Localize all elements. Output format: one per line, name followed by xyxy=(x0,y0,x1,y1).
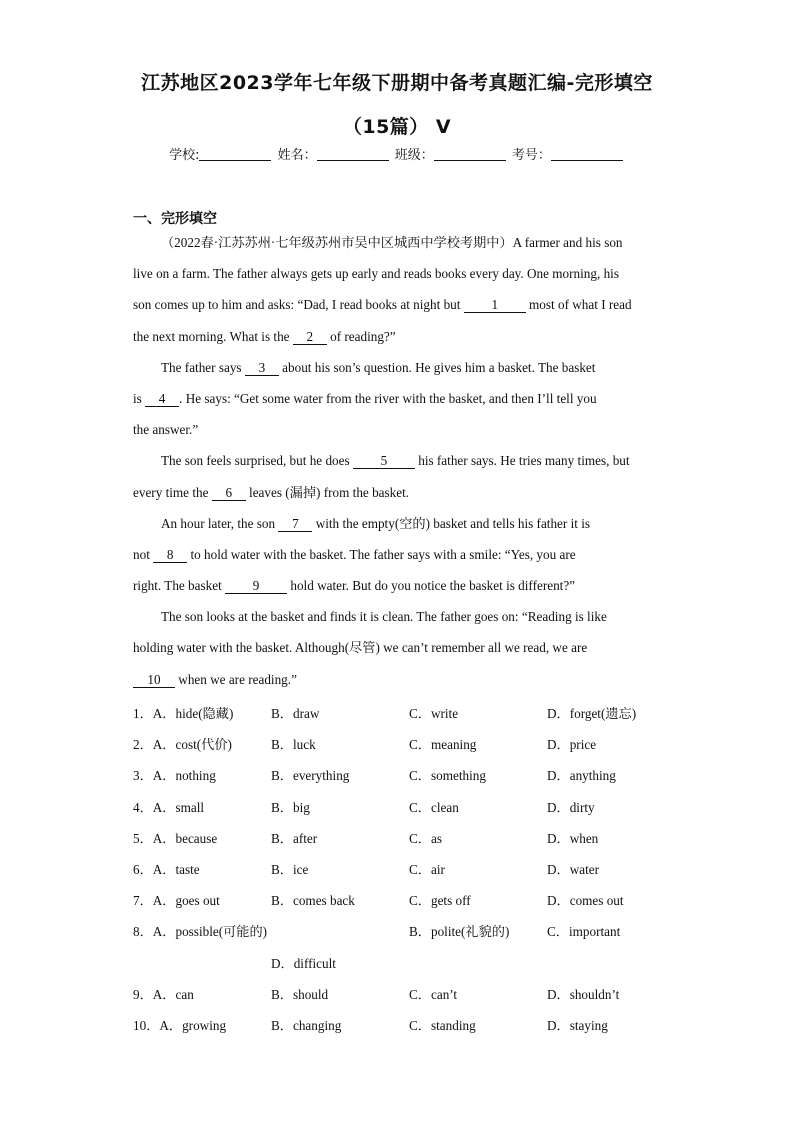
option-b[interactable]: B．after xyxy=(271,830,318,846)
option-row xyxy=(133,729,693,760)
option-c[interactable]: C．gets off xyxy=(409,893,471,909)
option-c[interactable]: C．important xyxy=(547,924,621,940)
option-a[interactable]: 9．A．can xyxy=(133,986,194,1002)
option-b[interactable]: B．changing xyxy=(271,1017,342,1033)
option-d[interactable]: D．staying xyxy=(547,1017,608,1033)
blank-10: 10 xyxy=(133,673,175,688)
passage-line: holding water with the basket. Although(尽管) we can’t remember all we read, we are xyxy=(133,640,588,656)
passage-line: the answer.” xyxy=(133,422,199,438)
section-title: 一、完形填空 xyxy=(133,211,217,227)
option-a[interactable]: 4．A．small xyxy=(133,799,205,815)
option-c[interactable]: C．air xyxy=(409,861,445,877)
option-row xyxy=(133,979,693,1010)
school-label: 学校: xyxy=(169,148,200,163)
passage-line: The son looks at the basket and finds it is clean. The father goes on: “Reading is like xyxy=(161,609,607,625)
blank-1: 1 xyxy=(464,298,526,313)
passage-line: The son feels surprised, but he does 5 his father says. He tries many times, but xyxy=(161,453,630,469)
option-row xyxy=(133,916,693,947)
option-a[interactable]: 1．A．hide(隐藏) xyxy=(133,706,234,721)
option-row xyxy=(133,823,693,854)
blank-6: 6 xyxy=(212,486,246,501)
option-row xyxy=(133,854,693,885)
option-d[interactable]: D．difficult xyxy=(271,955,336,971)
option-a[interactable]: 7．A．goes out xyxy=(133,893,220,909)
option-row xyxy=(133,885,693,916)
name-label: 姓名： xyxy=(277,148,317,163)
blank-7: 7 xyxy=(278,517,312,532)
option-b[interactable]: B．comes back xyxy=(271,893,355,909)
number-label: 考号： xyxy=(511,148,551,163)
option-a[interactable]: 5．A．because xyxy=(133,830,218,846)
option-c[interactable]: C．meaning xyxy=(409,737,477,753)
option-c[interactable]: C．write xyxy=(409,706,459,721)
class-label: 班级： xyxy=(394,148,434,163)
option-row xyxy=(133,760,693,791)
passage-line: live on a farm. The father always gets up early and reads books every day. One morning, his xyxy=(133,266,619,282)
option-d[interactable]: D．comes out xyxy=(547,893,624,909)
options-list xyxy=(133,698,693,1041)
option-row xyxy=(133,948,693,979)
option-d[interactable]: D．anything xyxy=(547,768,616,784)
option-row xyxy=(133,792,693,823)
option-b[interactable]: B．big xyxy=(271,799,310,815)
student-info-line xyxy=(0,144,794,163)
option-d[interactable]: D．when xyxy=(547,830,599,846)
passage-line: the next morning. What is the 2 of reading?” xyxy=(133,328,396,344)
blank-4: 4 xyxy=(145,392,179,407)
option-d[interactable]: D．price xyxy=(547,737,597,753)
passage-line: 10 when we are reading.” xyxy=(133,664,663,695)
option-c[interactable]: C．as xyxy=(409,830,442,846)
option-b[interactable]: B．should xyxy=(271,986,329,1002)
blank-8: 8 xyxy=(153,548,187,563)
option-a[interactable]: 8．A．possible(可能的) xyxy=(133,924,268,940)
option-b[interactable]: B．everything xyxy=(271,768,350,784)
option-d[interactable]: D．dirty xyxy=(547,799,595,815)
option-a[interactable]: 3．A．nothing xyxy=(133,768,216,784)
option-a[interactable]: 6．A．taste xyxy=(133,861,200,877)
option-c[interactable]: C．standing xyxy=(409,1017,476,1033)
document-subtitle: （15篇） V xyxy=(342,116,452,138)
option-c[interactable]: C．clean xyxy=(409,799,459,815)
option-b[interactable]: B．luck xyxy=(271,737,316,753)
option-d[interactable]: D．shouldn’t xyxy=(547,986,620,1002)
number-blank xyxy=(551,147,623,161)
blank-9: 9 xyxy=(225,579,287,594)
option-c[interactable]: C．can’t xyxy=(409,986,458,1002)
name-blank xyxy=(317,147,389,161)
passage-line: not 8 to hold water with the basket. The father says with a smile: “Yes, you are xyxy=(133,546,576,562)
passage-line: An hour later, the son 7 with the empty(空的) basket and tells his father it is xyxy=(161,515,591,531)
blank-2: 2 xyxy=(293,330,327,345)
option-b[interactable]: B．draw xyxy=(271,706,320,721)
passage-line: （2022春·江苏苏州·七年级苏州市吴中区城西中学校考期中）A farmer and his son xyxy=(161,235,623,250)
option-d[interactable]: D．forget(遗忘) xyxy=(547,706,637,721)
option-b[interactable]: B．ice xyxy=(271,861,309,877)
option-row xyxy=(133,698,693,729)
option-a[interactable]: 2．A．cost(代价) xyxy=(133,737,232,753)
class-blank xyxy=(434,147,506,161)
passage-line: The father says 3 about his son’s question. He gives him a basket. The basket xyxy=(161,359,596,375)
passage-line: son comes up to him and asks: “Dad, I read books at night but 1 most of what I read xyxy=(133,297,632,313)
blank-5: 5 xyxy=(353,454,415,469)
passage-line: right. The basket 9 hold water. But do you notice the basket is different?” xyxy=(133,578,576,594)
option-row xyxy=(133,1010,693,1041)
option-d[interactable]: D．water xyxy=(547,861,599,877)
school-blank xyxy=(199,147,271,161)
option-a[interactable]: 10．A．growing xyxy=(133,1017,227,1033)
blank-3: 3 xyxy=(245,361,279,376)
option-b[interactable]: B．polite(礼貌的) xyxy=(409,924,510,940)
passage-line: is 4 . He says: “Get some water from the river with the basket, and then I’ll tell you xyxy=(133,390,597,406)
option-c[interactable]: C．something xyxy=(409,768,486,784)
passage-line: every time the 6 leaves (漏掉) from the basket. xyxy=(133,484,410,500)
document-title: 江苏地区2023学年七年级下册期中备考真题汇编-完形填空 xyxy=(141,72,653,94)
passage xyxy=(133,227,663,695)
